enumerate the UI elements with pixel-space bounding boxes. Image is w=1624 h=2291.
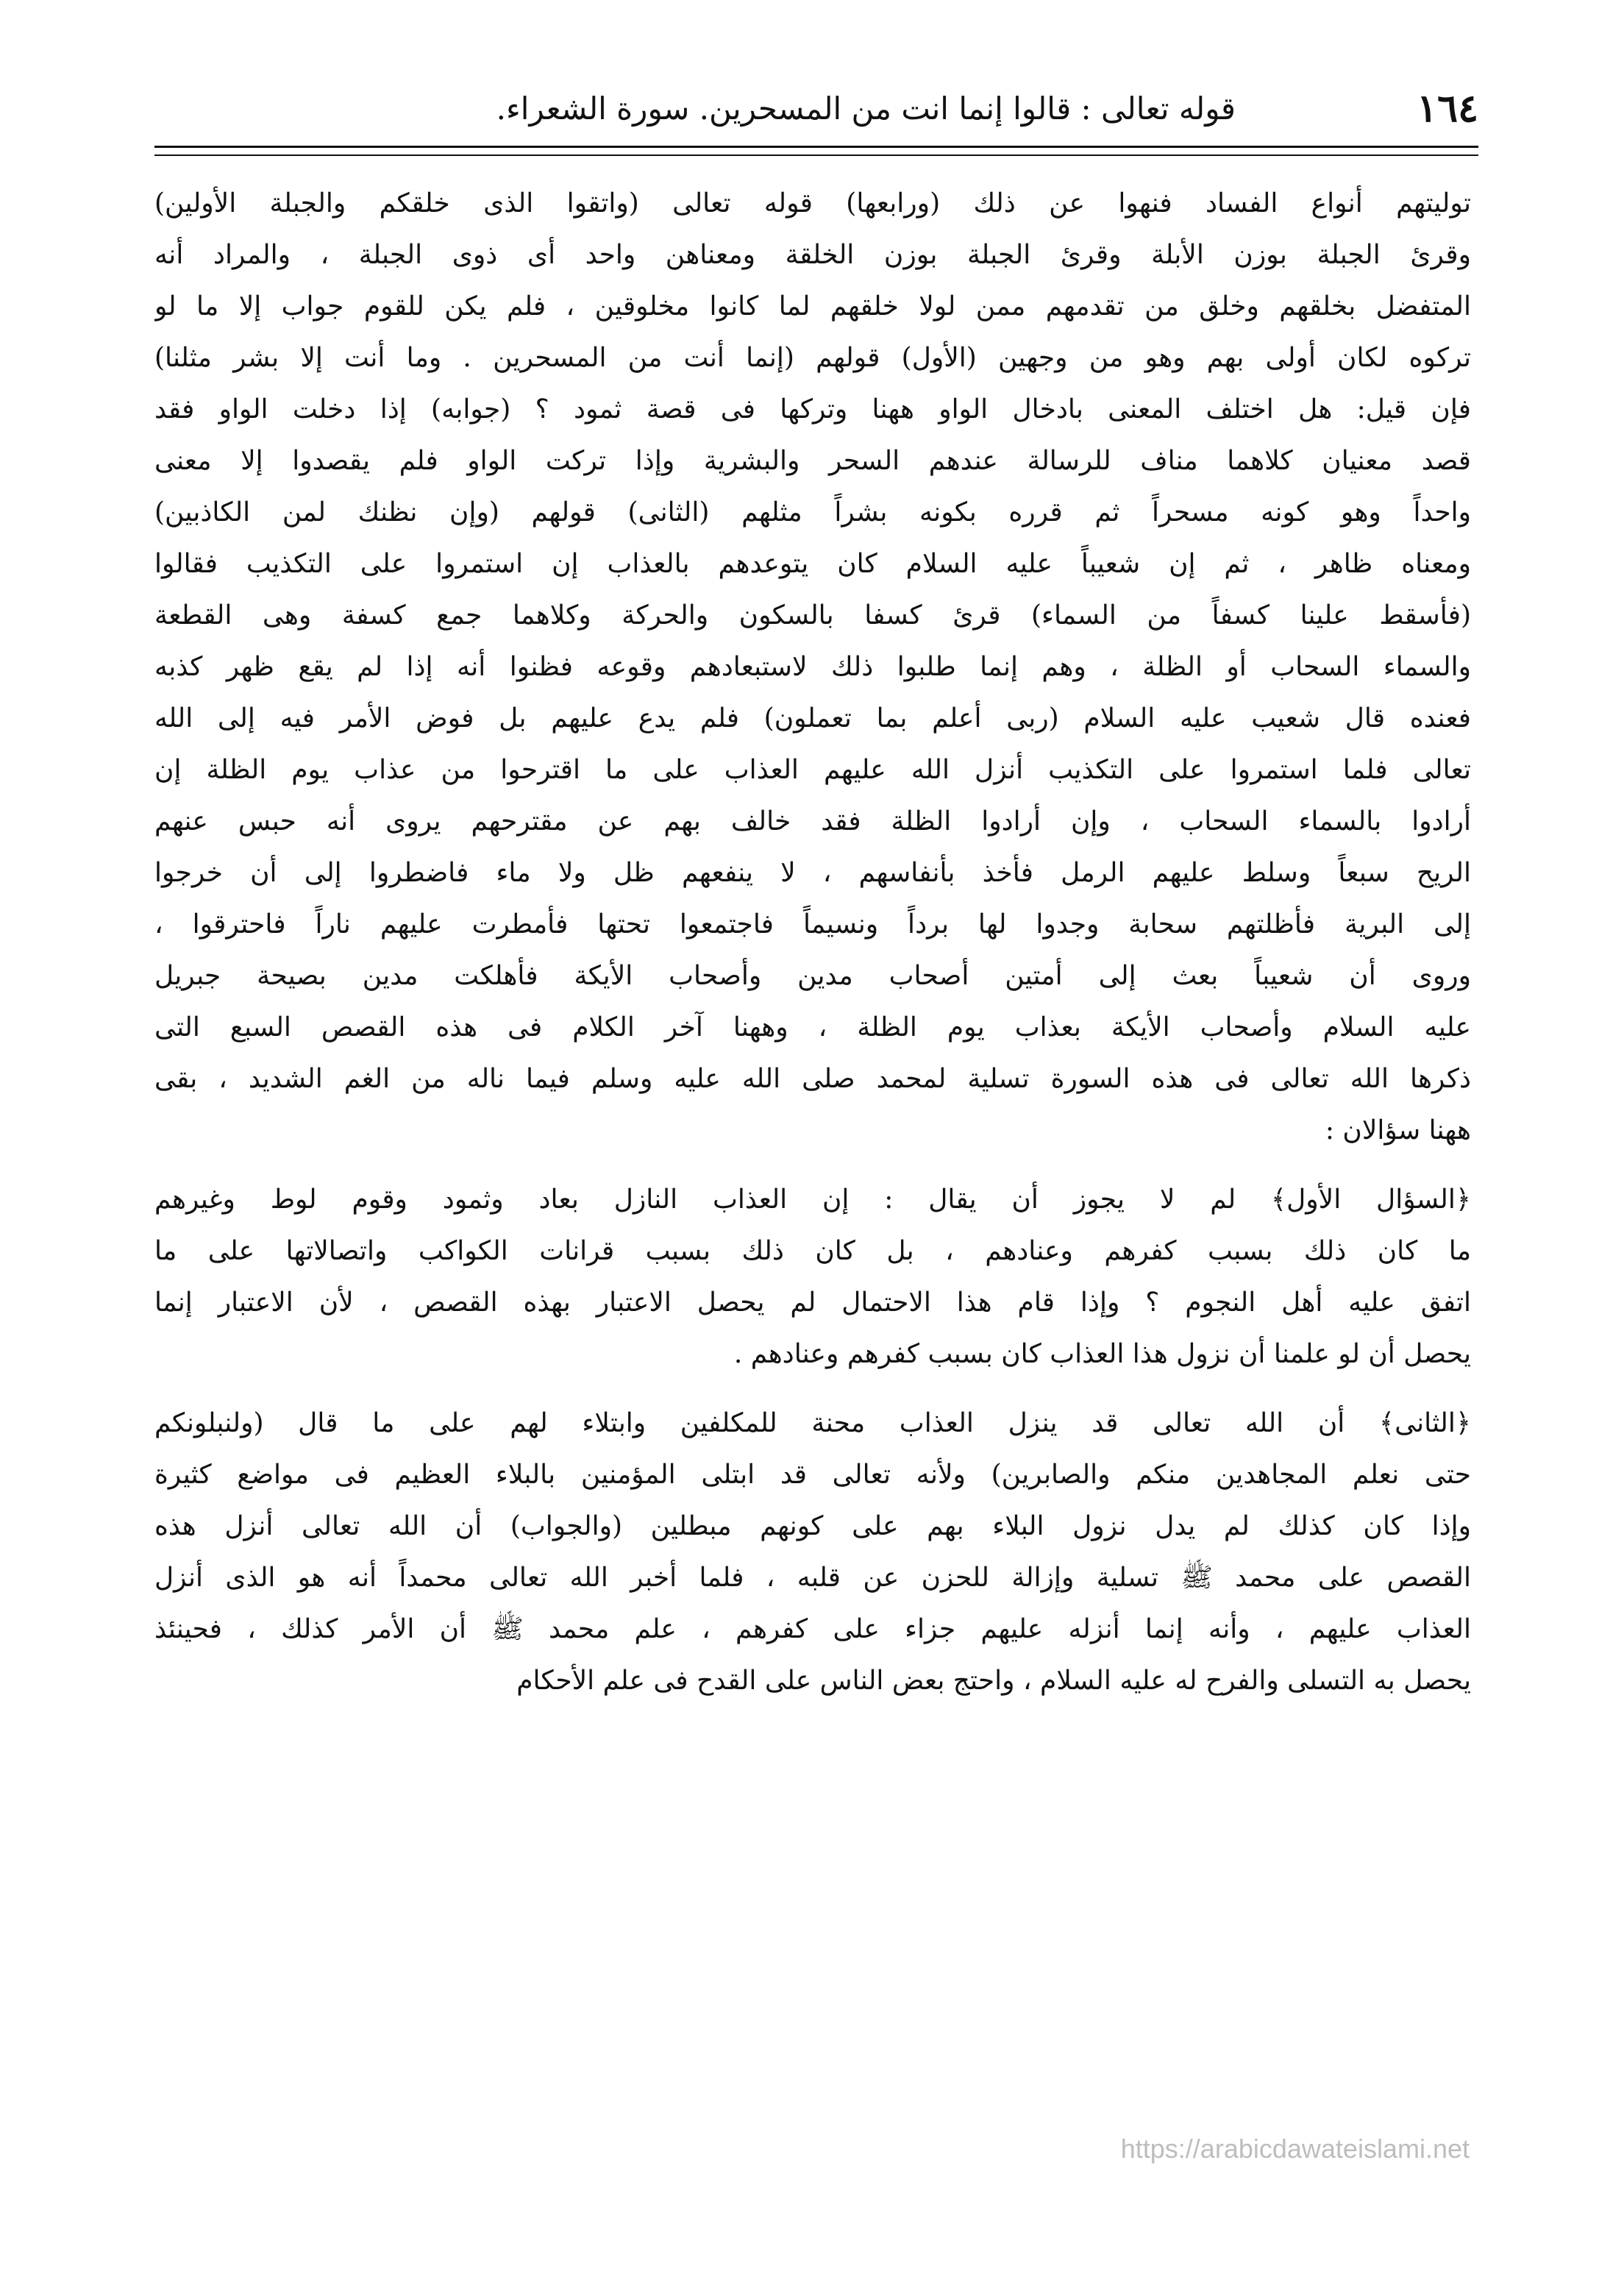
text-line: قصد معنيان كلاهما مناف للرسالة عندهم السحر والبشرية وإذا تركت الواو فلم يقصدوا إلا معنى <box>154 446 1471 476</box>
text-line: وقرئ الجبلة بوزن الأبلة وقرئ الجبلة بوزن الخلقة ومعناهن واحد أى ذوى الجبلة ، والمراد أنه <box>154 240 1471 270</box>
text-line: يحصل به التسلى والفرح له عليه السلام ، واحتج بعض الناس على القدح فى علم الأحكام <box>516 1666 1471 1696</box>
text-line: ههنا سؤالان : <box>1325 1115 1471 1146</box>
text-line: ﴿الثانى﴾ أن الله تعالى قد ينزل العذاب محنة للمكلفين وابتلاء لهم على ما قال (ولنبلونكم <box>154 1408 1471 1438</box>
text-line: اتفق عليه أهل النجوم ؟ وإذا قام هذا الاحتمال لم يحصل الاعتبار بهذه القصص ، لأن الاعتبار إنما <box>154 1287 1471 1318</box>
text-line: (فأسقط علينا كسفاً من السماء) قرئ كسفا بالسكون والحركة وكلاهما جمع كسفة وهى القطعة <box>154 600 1471 631</box>
text-line: فإن قيل: هل اختلف المعنى بادخال الواو ههنا وتركها فى قصة ثمود ؟ (جوابه) إذا دخلت الواو فقد <box>154 394 1471 425</box>
text-line: وروى أن شعيباً بعث إلى أمتين أصحاب مدين وأصحاب الأيكة فأهلكت مدين بصيحة جبريل <box>154 961 1471 991</box>
text-line: عليه السلام وأصحاب الأيكة بعذاب يوم الظلة ، وههنا آخر الكلام فى هذه القصص السبع التى <box>154 1012 1471 1043</box>
paragraph-gap <box>154 1157 1471 1174</box>
text-line: والسماء السحاب أو الظلة ، وهم إنما طلبوا ذلك لاستبعادهم وقوعه فظنوا أنه إذا لم يقع ظهر كذبه <box>154 652 1471 682</box>
text-line: وإذا كان كذلك لم يدل نزول البلاء بهم على كونهم مبطلين (والجواب) أن الله تعالى أنزل هذه <box>154 1511 1471 1541</box>
running-head: قوله تعالى : قالوا إنما انت من المسحرين. سورة الشعراء. <box>496 90 1236 127</box>
text-line: إلى البرية فأظلتهم سحابة وجدوا لها برداً ونسيماً فاجتمعوا تحتها فأمطرت عليهم ناراً فاحترقوا ، <box>154 909 1471 940</box>
body-text <box>154 178 1471 1707</box>
text-line: ومعناه ظاهر ، ثم إن شعيباً عليه السلام كان يتوعدهم بالعذاب إن استمروا على التكذيب فقالوا <box>154 549 1471 579</box>
header-rule-thin <box>154 154 1478 156</box>
text-line: المتفضل بخلقهم وخلق من تقدمهم ممن لولا خلقهم لما كانوا مخلوقين ، فلم يكن للقوم جواب إلا ما لو <box>154 291 1471 322</box>
text-line: ما كان ذلك بسبب كفرهم وعنادهم ، بل كان ذلك بسبب قرانات الكواكب واتصالاتها على ما <box>154 1236 1471 1266</box>
text-line: العذاب عليهم ، وأنه إنما أنزله عليهم جزاء على كفرهم ، علم محمد ﷺ أن الأمر كذلك ، فحينئذ <box>154 1614 1471 1644</box>
text-line: واحداً وهو كونه مسحراً ثم قرره بكونه بشراً مثلهم (الثانى) قولهم (وإن نظنك لمن الكاذبين) <box>154 497 1471 528</box>
text-line: يحصل أن لو علمنا أن نزول هذا العذاب كان بسبب كفرهم وعنادهم . <box>733 1339 1471 1369</box>
text-line: القصص على محمد ﷺ تسلية وإزالة للحزن عن قلبه ، فلما أخبر الله تعالى محمداً أنه هو الذى أنزل <box>154 1563 1471 1593</box>
text-line: ذكرها الله تعالى فى هذه السورة تسلية لمحمد صلى الله عليه وسلم فيما ناله من الغم الشديد ، بقى <box>154 1064 1471 1094</box>
page-number: ١٦٤ <box>1417 86 1478 131</box>
text-line: توليتهم أنواع الفساد فنهوا عن ذلك (ورابعها) قوله تعالى (واتقوا الذى خلقكم والجبلة الأولين) <box>154 188 1471 219</box>
watermark: https://arabicdawateislami.net <box>1120 2134 1470 2164</box>
header-rule-thick <box>154 146 1478 148</box>
text-line: الريح سبعاً وسلط عليهم الرمل فأخذ بأنفاسهم ، لا ينفعهم ظل ولا ماء فاضطروا إلى أن خرجوا <box>154 858 1471 888</box>
text-line: ﴿السؤال الأول﴾ لم لا يجوز أن يقال : إن العذاب النازل بعاد وثمود وقوم لوط وغيرهم <box>154 1184 1471 1215</box>
paragraph-gap <box>154 1380 1471 1398</box>
text-line: فعنده قال شعيب عليه السلام (ربى أعلم بما تعملون) فلم يدع عليهم بل فوض الأمر فيه إلى الله <box>154 703 1471 734</box>
page-header <box>154 79 1478 138</box>
text-line: تعالى فلما استمروا على التكذيب أنزل الله عليهم العذاب على ما اقترحوا من عذاب يوم الظلة إن <box>154 755 1471 785</box>
text-line: أرادوا بالسماء السحاب ، وإن أرادوا الظلة فقد خالف بهم عن مقترحهم يروى أنه حبس عنهم <box>154 806 1471 837</box>
text-line: تركوه لكان أولى بهم وهو من وجهين (الأول) قولهم (إنما أنت من المسحرين . وما أنت إلا بشر مثلنا) <box>154 343 1471 373</box>
text-line: حتى نعلم المجاهدين منكم والصابرين) ولأنه تعالى قد ابتلى المؤمنين بالبلاء العظيم فى مواضع كثيرة <box>154 1460 1471 1490</box>
